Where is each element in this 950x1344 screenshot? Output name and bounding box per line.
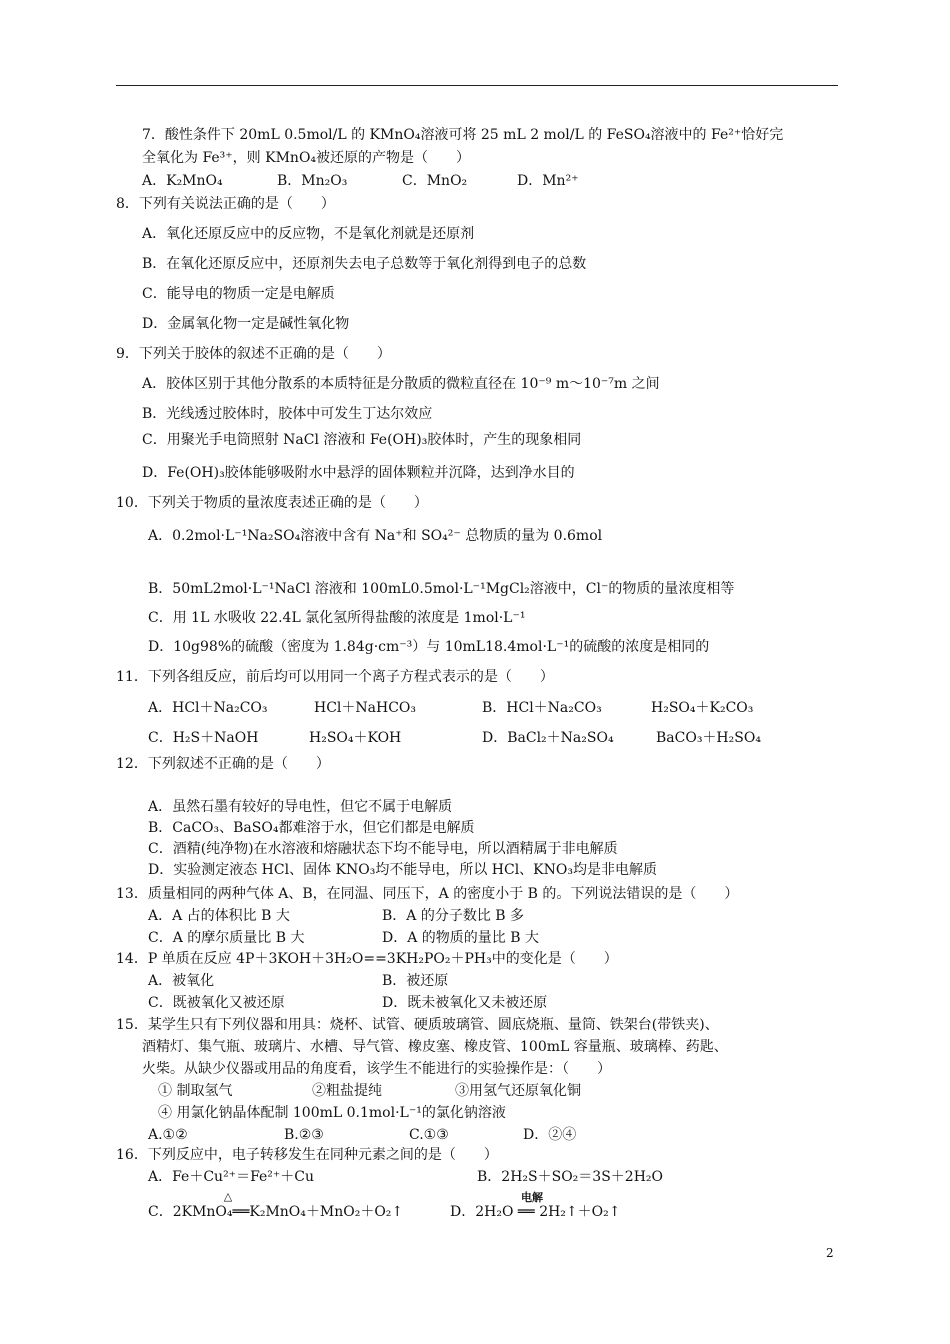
text-line: D．2H₂O ══ 2H₂↑＋O₂↑ — [450, 1204, 621, 1220]
text-line: A．HCl＋Na₂CO₃ — [148, 700, 268, 716]
text-line: B．被还原 — [382, 973, 449, 989]
text-line: 13．质量相同的两种气体 A、B，在同温、同压下，A 的密度小于 B 的。下列说法错误的是（ ） — [116, 886, 739, 902]
text-line: HCl＋NaHCO₃ — [314, 700, 417, 716]
text-line: ④ 用氯化钠晶体配制 100mL 0.1mol·L⁻¹的氯化钠溶液 — [158, 1105, 506, 1121]
text-line: B．CaCO₃、BaSO₄都难溶于水，但它们都是电解质 — [148, 820, 475, 836]
text-line: D．A 的物质的量比 B 大 — [382, 930, 539, 946]
text-line: 15．某学生只有下列仪器和用具：烧杯、试管、硬质玻璃管、圆底烧瓶、量筒、铁架台(带铁夹)、 — [116, 1017, 719, 1033]
text-line: 8．下列有关说法正确的是（ ） — [116, 196, 335, 212]
text-line: D．实验测定液态 HCl、固体 KNO₃均不能导电，所以 HCl、KNO₃均是非电解质 — [148, 862, 657, 878]
text-line: D．Fe(OH)₃胶体能够吸附水中悬浮的固体颗粒并沉降，达到净水目的 — [142, 465, 575, 481]
text-line: A．被氧化 — [148, 973, 215, 989]
text-line: 9．下列关于胶体的叙述不正确的是（ ） — [116, 346, 391, 362]
text-line: D．②④ — [523, 1127, 577, 1143]
text-line: C．MnO₂ — [402, 173, 468, 189]
text-line: B．HCl＋Na₂CO₃ — [482, 700, 602, 716]
text-line: 10．下列关于物质的量浓度表述正确的是（ ） — [116, 495, 428, 511]
text-line: B．50mL2mol·L⁻¹NaCl 溶液和 100mL0.5mol·L⁻¹MgCl₂溶液中，Cl⁻的物质的量浓度相等 — [148, 581, 735, 597]
text-line: B.②③ — [284, 1127, 324, 1143]
text-line: A．K₂MnO₄ — [142, 173, 223, 189]
text-line: ②粗盐提纯 — [312, 1083, 382, 1099]
text-line: B．2H₂S＋SO₂＝3S＋2H₂O — [477, 1169, 663, 1185]
text-line: B．在氧化还原反应中，还原剂失去电子总数等于氧化剂得到电子的总数 — [142, 256, 587, 272]
text-line: D．金属氧化物一定是碱性氧化物 — [142, 316, 350, 332]
text-line: 火柴。从缺少仪器或用品的角度看，该学生不能进行的实验操作是：（ ） — [142, 1061, 611, 1077]
text-line: C．A 的摩尔质量比 B 大 — [148, 930, 305, 946]
text-line: C．用聚光手电筒照射 NaCl 溶液和 Fe(OH)₃胶体时，产生的现象相同 — [142, 432, 582, 448]
text-line: 16．下列反应中，电子转移发生在同种元素之间的是（ ） — [116, 1147, 498, 1163]
text-line: C．酒精(纯净物)在水溶液和熔融状态下均不能导电，所以酒精属于非电解质 — [148, 841, 618, 857]
text-line: D．既未被氧化又未被还原 — [382, 995, 548, 1011]
text-line: C．H₂S＋NaOH — [148, 730, 259, 746]
text-line: C．2KMnO₄══K₂MnO₄＋MnO₂＋O₂↑ — [148, 1204, 404, 1220]
text-line: D．Mn²⁺ — [517, 173, 579, 189]
text-line: A．氧化还原反应中的反应物，不是氧化剂就是还原剂 — [142, 226, 475, 242]
text-line: A．0.2mol·L⁻¹Na₂SO₄溶液中含有 Na⁺和 SO₄²⁻ 总物质的量为 0.6mol — [148, 528, 603, 544]
text-line: B．A 的分子数比 B 多 — [382, 908, 525, 924]
text-line: B．Mn₂O₃ — [277, 173, 348, 189]
text-line: C．既被氧化又被还原 — [148, 995, 285, 1011]
text-line: 7．酸性条件下 20mL 0.5mol/L 的 KMnO₄溶液可将 25 mL 2 mol/L 的 FeSO₄溶液中的 Fe²⁺恰好完 — [142, 127, 784, 143]
header-rule — [116, 85, 838, 86]
text-line: 12．下列叙述不正确的是（ ） — [116, 756, 330, 772]
text-line: BaCO₃＋H₂SO₄ — [656, 730, 761, 746]
text-line: A.①② — [148, 1127, 188, 1143]
text-line: D．10g98%的硫酸（密度为 1.84g·cm⁻³）与 10mL18.4mol·L⁻¹的硫酸的浓度是相同的 — [148, 639, 710, 655]
text-line: C．用 1L 水吸收 22.4L 氯化氢所得盐酸的浓度是 1mol·L⁻¹ — [148, 610, 526, 626]
text-line: A．Fe＋Cu²⁺＝Fe²⁺＋Cu — [148, 1169, 315, 1185]
text-line: C．能导电的物质一定是电解质 — [142, 286, 335, 302]
text-line: ③用氢气还原氧化铜 — [455, 1083, 581, 1099]
text-line: C.①③ — [409, 1127, 449, 1143]
text-line: A．胶体区别于其他分散系的本质特征是分散质的微粒直径在 10⁻⁹ m～10⁻⁷m 之间 — [142, 376, 660, 392]
heat-condition-mark: △ — [223, 1190, 233, 1203]
text-line: B．光线透过胶体时，胶体中可发生丁达尔效应 — [142, 406, 433, 422]
text-line: H₂SO₄＋K₂CO₃ — [651, 700, 754, 716]
electrolysis-condition-mark: 电解 — [521, 1191, 543, 1204]
text-line: D．BaCl₂＋Na₂SO₄ — [482, 730, 614, 746]
text-line: H₂SO₄＋KOH — [309, 730, 402, 746]
text-line: 酒精灯、集气瓶、玻璃片、水槽、导气管、橡皮塞、橡皮管、100mL 容量瓶、玻璃棒、药匙、 — [142, 1039, 728, 1055]
text-line: A．虽然石墨有较好的导电性，但它不属于电解质 — [148, 799, 453, 815]
text-line: A．A 占的体积比 B 大 — [148, 908, 290, 924]
text-line: 11．下列各组反应，前后均可以用同一个离子方程式表示的是（ ） — [116, 669, 554, 685]
text-line: 14．P 单质在反应 4P＋3KOH＋3H₂O==3KH₂PO₂＋PH₃中的变化是（ ） — [116, 951, 618, 967]
page-number: 2 — [826, 1246, 834, 1260]
text-line: 全氧化为 Fe³⁺，则 KMnO₄被还原的产物是（ ） — [142, 150, 471, 166]
text-line: ① 制取氢气 — [158, 1083, 233, 1099]
